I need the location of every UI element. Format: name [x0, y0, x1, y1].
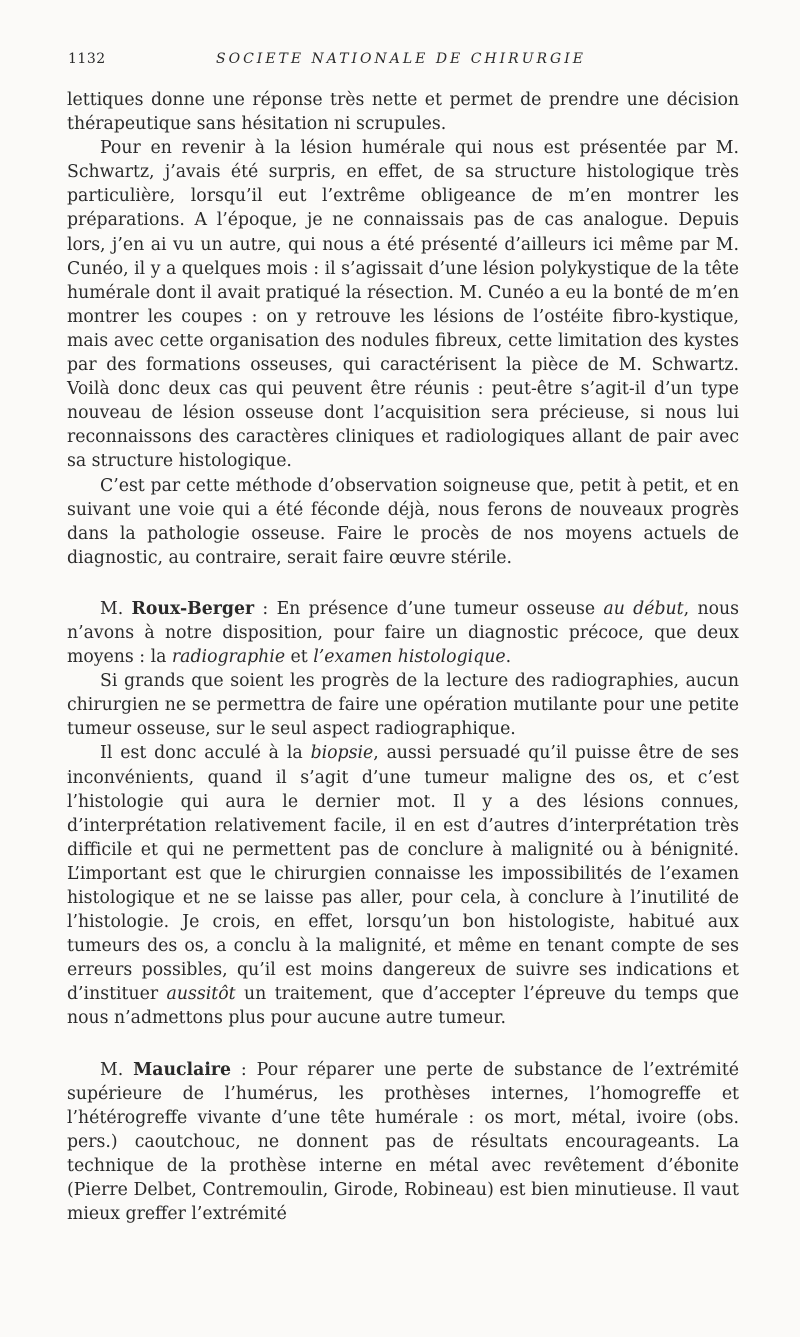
- italic-text: biopsie: [310, 743, 374, 764]
- speaker-prefix: M.: [100, 1059, 124, 1080]
- text-run: , aussi persuadé qu’il puisse être de ses inconvénients, quand il s’agit d’une tumeur maligne des os, et c’est l’histologie qui aura le dernier mot. Il y a des lésions connues, d’interprétation relativement facile, il en est d’autres d’interprétation très difficile et qui ne permettent pas de conclure à malignité ou à bénignité. L’important est que le chirurgien connaisse les impossibilités de l’examen histologique et ne se laisse pas aller, pour cela, à conclure à l’inutilité de l’histologie. Je crois, en effet, lorsqu’un bon histologiste, habitué aux tumeurs des os, a conclu à la malignité, et même en tenant compte de ses erreurs possibles, qu’il est moins dangereux de suivre ses indications et d’instituer: [67, 743, 739, 1005]
- italic-text: l’examen histologique: [313, 647, 506, 668]
- italic-text: radiographie: [171, 647, 286, 668]
- article-body: [67, 88, 739, 1226]
- paragraph: Si grands que soient les progrès de la lecture des radiographies, aucun chirurgien ne se permettra de faire une opération mutilante pour une petite tumeur osseuse, sur le seul aspect radiographique.: [67, 671, 739, 740]
- text-run: : Pour réparer une perte de substance de l’extrémité supérieure de l’humérus, les prothèses internes, l’homogreffe et l’hétérogreffe vivante d’une tête humérale : os mort, métal, ivoire (obs. pers.) caoutchouc, ne donnent pas de résultats encourageants. La technique de la prothèse interne en métal avec revêtement d’ébonite (Pierre Delbet, Contremoulin, Girode, Robineau) est bien minutieuse. Il vaut mieux greffer l’extrémité: [67, 1059, 739, 1225]
- speaker-name: Roux-Berger: [131, 598, 255, 619]
- text-run: , nous n’avons à notre disposition, pour faire un diagnostic précoce, que deux moyens : la: [67, 598, 739, 668]
- italic-text: au début: [603, 598, 684, 619]
- text-run: .: [505, 647, 512, 668]
- italic-text: aussitôt: [166, 984, 236, 1005]
- speaker-name: Mauclaire: [133, 1059, 231, 1080]
- text-run: un traitement, que d’accepter l’épreuve du temps que nous n’admettons plus pour aucune autre tumeur.: [67, 984, 740, 1029]
- running-title: SOCIETE NATIONALE DE CHIRURGIE: [216, 51, 586, 67]
- text-run: et: [285, 647, 314, 668]
- speaker-prefix: M.: [100, 598, 124, 619]
- text-run: Il est donc acculé à la: [100, 743, 311, 764]
- paragraph: [67, 741, 739, 1030]
- page-header: [68, 51, 734, 73]
- paragraph: Pour en revenir à la lésion humérale qui nous est présentée par M. Schwartz, j’avais été surpris, en effet, de sa structure histologique très particulière, lorsqu’il eut l’extrême obligeance de m’en montrer les préparations. A l’époque, je ne connaissais pas de cas analogue. Depuis lors, j’en ai vu un autre, qui nous a été présenté d’ailleurs ici même par M. Cunéo, il y a quelques mois : il s’agissait d’une lésion polykystique de la tête humérale dont il avait pratiqué la résection. M. Cunéo a eu la bonté de m’en montrer les coupes : on y retrouve les lésions de l’ostéite fibro-kystique, mais avec cette organisation des nodules fibreux, cette limitation des kystes par des formations osseuses, qui caractérisent la pièce de M. Schwartz. Voilà donc deux cas qui peuvent être réunis : peut-être s’agit-il d’un type nouveau de lésion osseuse dont l’acquisition sera précieuse, si nous lui reconnaissons des caractères cliniques et radiologiques allant de pair avec sa structure histologique.: [67, 138, 739, 472]
- text-run: : En présence d’une tumeur osseuse: [254, 598, 604, 619]
- roux-berger-paragraph: [67, 597, 739, 669]
- paragraph: C’est par cette méthode d’observation soigneuse que, petit à petit, et en suivant une voie qui a été féconde déjà, nous ferons de nouveaux progrès dans la pathologie osseuse. Faire le procès de nos moyens actuels de diagnostic, au contraire, serait faire œuvre stérile.: [67, 475, 739, 568]
- page-number: 1132: [68, 51, 106, 67]
- paragraph-continuation: lettiques donne une réponse très nette et permet de prendre une décision thérapeutique sans hésitation ni scrupules.: [67, 90, 739, 135]
- mauclaire-paragraph: [67, 1058, 739, 1227]
